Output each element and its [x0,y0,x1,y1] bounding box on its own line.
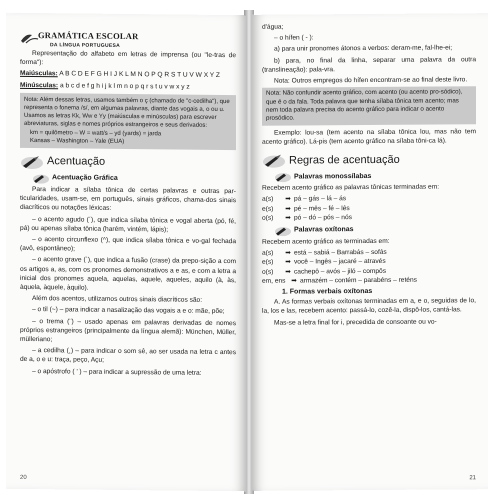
uppercase-letters: A B C D E F G H I J K L M N O P Q R S T U V W X Y Z [59,70,220,80]
lowercase-letters: a b c d e f g h i j k l m n o p q r s t u v w x y z [59,81,190,91]
paragraph-4: – o acento grave (`), que indica a fusão (crase) da prepo-sição a com os artigos a, as, com os pronomes demonstrativos a e as, e com a letra a inicial dos pronomes aquela, aquelas, aquele, aqueles, aquilo (à, às, àquela, àquele, àquilo). [20,256,236,292]
right-paragraph-4: b) para, no final da linha, separar uma palavra da outra (translineação): pala-vra. [262,55,476,74]
paragraph-2: – o acento agudo (´), que indica sílaba tônica e vogal aberta (pó, fé, pá) ou apenas sílaba tônica (harém, vintém, lápis); [20,215,236,234]
paragraph-5: Além dos acentos, utilizamos outros sinais diacríticos são: [32,295,203,305]
list-item: em, ens ➡ armazém – contém – parabéns – reténs [262,276,417,285]
subsection-title-formas: 1. Formas verbais oxítonas [282,288,373,296]
formas-paragraph-2: Mas-se a letra final for i, precedida de consoante ou vo- [274,318,437,327]
section-regras [262,152,476,169]
page-number-left: 20 [20,474,27,481]
right-page [252,13,488,491]
paragraph-1: Para indicar a sílaba tônica de certas palavras e outras par-ticularidades, usam-se, em português, sinais gráficos, chama-dos sinais diacríticos ou notações léxicas: [20,186,236,213]
uppercase-row [20,69,236,80]
formas-paragraph-1: A. As formas verbais oxítonas terminadas em a, e o, seguidas de lo, la, los e las, recebem acento: passá-lo, cozê-la, dispô-los, cantá-las. [262,297,476,316]
pen-nib-icon [20,154,44,170]
section-acentuacao [20,154,236,172]
arrow-right-icon: ➡ [285,249,291,257]
list-item: o(s) ➡ cachepô – avós – jiló – compôs [262,267,387,276]
subsection-monossilabas [274,170,476,183]
left-page-content [20,13,236,380]
subsection-oxitonas [274,223,476,236]
subsection-acentuacao-grafica [32,172,236,186]
monossilabas-intro: Recebem acento gráfico as palavras tônicas terminadas em: [262,183,440,193]
pen-nib-icon [262,153,286,169]
right-paragraph-5: Nota: Outros empregos do hífen encontram-se ao final deste livro. [274,76,468,85]
paragraph-6: – o til (~) – para indicar a nasalização das vogais a e o: mãe, põe; [32,306,225,316]
alphabet-note-text: Nota: Além dessas letras, usamos também o ç (chamado de "c-cedilha"), que representa o fonema /s/, em algumas palavras, diante das vogais a, o ou u. Usamos as letras Kk, Ww e Yy (maiúsculas e minúsculas) para escrever abreviaturas, siglas e nomes próprios estrangeiros e seus derivados: [24,96,230,130]
oxitonas-intro: Recebem acento gráfico as terminadas em: [262,237,390,246]
lowercase-row [20,80,236,91]
section-title-regras: Regras de acentuação [289,153,400,167]
arrow-right-icon: ➡ [285,205,291,213]
accent-note: Nota: Não confundir acento gráfico, com acento (ou acento pro-sódico), que é o da fala. Toda palavra que tenha sílaba tônica tem acento; mas nem toda palavra precisa do acento gráfico para indicar o acento prosódico. [262,86,476,125]
alphabet-note-example-1: km = quilômetro – W = watt/s – yd (yards) = jarda [30,129,162,137]
arrow-right-icon: ➡ [291,277,297,285]
book-logo-icon [20,31,40,45]
subsection-title: Acentuação Gráfica [52,174,118,183]
monossilabas-list [262,194,476,223]
subsection-title-oxitonas: Palavras oxítonas [294,226,354,234]
arrow-right-icon: ➡ [285,196,291,204]
header-subtitle: DA LÍNGUA PORTUGUESA [50,42,121,49]
paragraph-8: – a cedilha (¸) – para indicar o som sê, ao ser usada na letra c antes de a, o e u: traça, peço, Açu; [20,347,236,365]
right-paragraph-1: d'água; [262,23,284,31]
list-item: a(s) ➡ está – sabiá – Barrabás – sofás [262,249,387,258]
subsection-formas-verbais [274,286,476,297]
right-page-content [262,21,476,329]
pen-nib-small-icon [32,172,50,184]
left-page [6,13,246,492]
page-number-right: 21 [469,475,476,482]
alphabet-intro: Representação do alfabeto em letras de imprensa (ou "le-tras de forma"): [20,50,236,67]
pen-nib-small-icon [274,225,292,237]
list-item: a(s) ➡ pá – gás – lá – ás [262,195,347,204]
uppercase-label: Maiúsculas: [20,70,58,78]
lowercase-label: Minúsculas: [20,81,59,89]
right-paragraph-2: – o hífen ( - ): [274,34,314,42]
arrow-right-icon: ➡ [285,268,291,276]
list-item: o(s) ➡ pó – dó – pós – nós [262,213,352,222]
paragraph-3: – o acento circunflexo (^), que indica sílaba tônica e vo-gal fechada (avô, espontâneo); [20,236,236,253]
right-paragraph-3: a) para unir pronomes átonos a verbos: deram-me, fal-lhe-ei; [274,44,453,54]
oxitonas-list [262,248,476,286]
paragraph-7: – o trema (¨) – usado apenas em palavras derivadas de nomes próprios estrangeiros (principalmente da língua alemã): München, Müller, mülleriano; [20,317,236,344]
subsection-title-monossilabas: Palavras monossílabas [294,172,372,181]
alphabet-note-example-2: Kansas – Washington – Yale (EUA) [30,137,125,145]
list-item: e(s) ➡ você – Ingês – jacaré – através [262,258,386,267]
pen-nib-small-icon [274,171,292,183]
paragraph-9: – o apóstrofo ( ’ ) – para indicar a supressão de uma letra: [32,367,202,377]
list-item: e(s) ➡ pé – mês – fé – lês [262,204,350,213]
arrow-right-icon: ➡ [285,259,291,267]
accent-example: Exemplo: lou-sa (tem acento na sílaba tônica lou, mas não tem acento gráfico). Lá-pis (tem acento gráfico na sílaba tôni-ca lá). [262,128,476,146]
alphabet-note [20,93,236,150]
arrow-right-icon: ➡ [285,214,291,222]
header-title: GRAMÁTICA ESCOLAR [38,30,139,42]
book-header [20,13,236,51]
section-title-acentuacao: Acentuação [47,155,106,169]
